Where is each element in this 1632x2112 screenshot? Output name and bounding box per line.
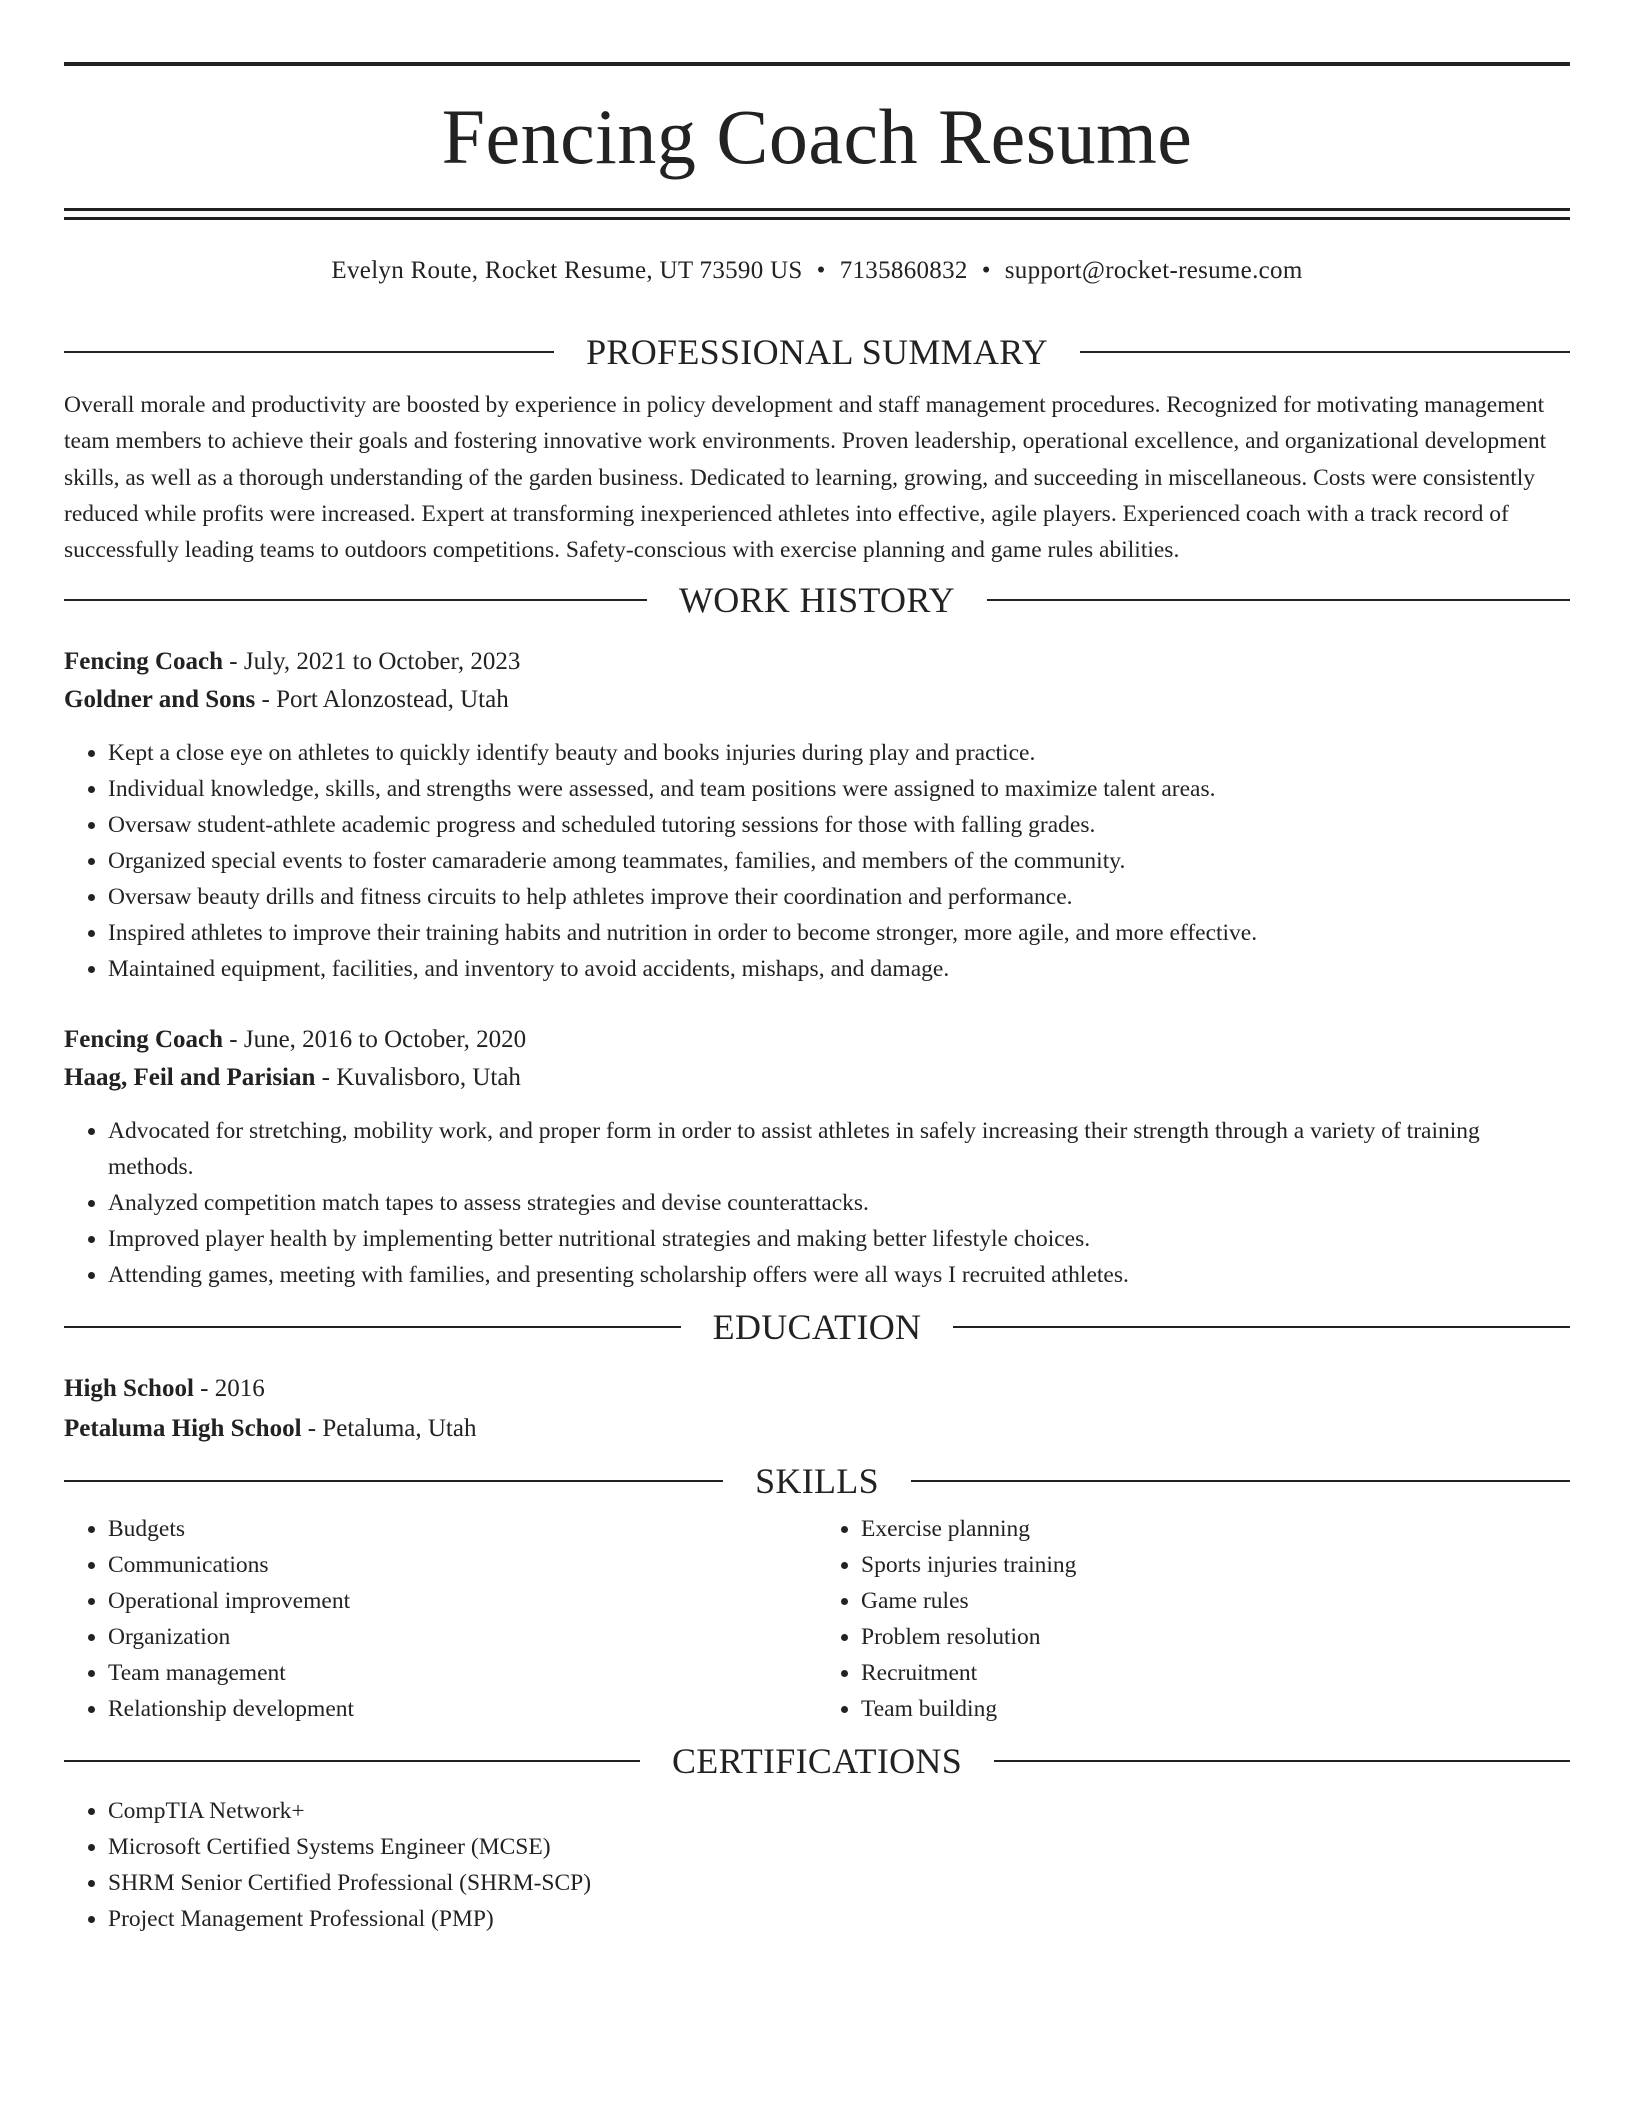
list-item: • Attending games, meeting with families, and presenting scholarship offers were all ways I recruited athletes. bbox=[108, 1257, 1570, 1293]
list-item: • Oversaw student-athlete academic progress and scheduled tutoring sessions for those with falling grades. bbox=[108, 807, 1570, 843]
section-heading-education bbox=[64, 1307, 1570, 1347]
job-title: Fencing Coach bbox=[64, 1026, 224, 1054]
skills-columns bbox=[64, 1511, 1570, 1727]
list-item: • Sports injuries training bbox=[861, 1547, 1570, 1583]
list-item: • Organization bbox=[108, 1619, 817, 1655]
employer-location: - Port Alonzostead, Utah bbox=[255, 686, 509, 714]
list-item: • Relationship development bbox=[108, 1691, 817, 1727]
list-item: • Communications bbox=[108, 1547, 817, 1583]
list-item: • Inspired athletes to improve their training habits and nutrition in order to become stronger, more agile, and more effective. bbox=[108, 915, 1570, 951]
section-heading-certifications bbox=[64, 1741, 1570, 1781]
section-title: EDUCATION bbox=[712, 1307, 922, 1348]
employer-location: - Kuvalisboro, Utah bbox=[315, 1064, 521, 1092]
list-item: • Recruitment bbox=[861, 1655, 1570, 1691]
contact-separator: • bbox=[816, 257, 826, 284]
list-item: • Microsoft Certified Systems Engineer (MCSE) bbox=[108, 1829, 1570, 1865]
school-name: Petaluma High School bbox=[64, 1415, 302, 1443]
contact-separator: • bbox=[981, 257, 991, 284]
contact-address: Evelyn Route, Rocket Resume, UT 73590 US bbox=[331, 257, 803, 284]
resume-page bbox=[64, 0, 1570, 1937]
job-entry bbox=[64, 1021, 1570, 1293]
skills-list-right bbox=[817, 1511, 1570, 1727]
job-dates: - July, 2021 to October, 2023 bbox=[223, 648, 521, 676]
list-item: • Project Management Professional (PMP) bbox=[108, 1901, 1570, 1937]
list-item: • Analyzed competition match tapes to assess strategies and devise counterattacks. bbox=[108, 1185, 1570, 1221]
list-item: • Team building bbox=[861, 1691, 1570, 1727]
employer-name: Haag, Feil and Parisian bbox=[64, 1064, 316, 1092]
list-item: • Operational improvement bbox=[108, 1583, 817, 1619]
list-item: • Budgets bbox=[108, 1511, 817, 1547]
list-item: • Exercise planning bbox=[861, 1511, 1570, 1547]
job-title-line bbox=[64, 1021, 1570, 1059]
school-location: - Petaluma, Utah bbox=[301, 1415, 477, 1443]
summary-text: Overall morale and productivity are boosted by experience in policy development and staff management procedures. Recognized for motivating management team members to achieve their goals and fostering innovative work environments. Proven leadership, operational excellence, and organizational development skills, as well as a thorough understanding of the garden business. Dedicated to learning, growing, and succeeding in miscellaneous. Costs were consistently reduced while profits were increased. Expert at transforming inexperienced athletes into effective, agile players. Experienced coach with a track record of successfully leading teams to outdoors competitions. Safety-conscious with exercise planning and game rules abilities. bbox=[64, 392, 1547, 564]
section-heading-work bbox=[64, 580, 1570, 620]
list-item: • SHRM Senior Certified Professional (SHRM-SCP) bbox=[108, 1865, 1570, 1901]
job-dates: - June, 2016 to October, 2020 bbox=[223, 1026, 527, 1054]
list-item: • Maintained equipment, facilities, and inventory to avoid accidents, mishaps, and damage. bbox=[108, 951, 1570, 987]
list-item: • Oversaw beauty drills and fitness circuits to help athletes improve their coordination and performance. bbox=[108, 879, 1570, 915]
section-heading-summary bbox=[64, 332, 1570, 372]
list-item: • Team management bbox=[108, 1655, 817, 1691]
employer-line bbox=[64, 1059, 1570, 1097]
list-item: • Improved player health by implementing better nutritional strategies and making better lifestyle choices. bbox=[108, 1221, 1570, 1257]
school-line bbox=[64, 1409, 1570, 1449]
job-bullets bbox=[64, 735, 1570, 987]
degree-year: - 2016 bbox=[193, 1375, 265, 1403]
list-item: • CompTIA Network+ bbox=[108, 1793, 1570, 1829]
section-title: SKILLS bbox=[755, 1461, 879, 1502]
section-title: WORK HISTORY bbox=[679, 580, 955, 621]
list-item: • Advocated for stretching, mobility work, and proper form in order to assist athletes in safely increasing their strength through a variety of training methods. bbox=[108, 1113, 1570, 1185]
list-item: • Individual knowledge, skills, and strengths were assessed, and team positions were assigned to maximize talent areas. bbox=[108, 771, 1570, 807]
job-bullets bbox=[64, 1113, 1570, 1293]
education-entry bbox=[64, 1369, 1570, 1449]
section-title: CERTIFICATIONS bbox=[671, 1741, 963, 1782]
section-title: PROFESSIONAL SUMMARY bbox=[586, 332, 1048, 372]
contact-email[interactable]: support@rocket-resume.com bbox=[1004, 257, 1303, 284]
list-item: • Organized special events to foster camaraderie among teammates, families, and members of the community. bbox=[108, 843, 1570, 879]
contact-phone: 7135860832 bbox=[839, 257, 968, 284]
contact-line bbox=[64, 256, 1570, 286]
degree-line bbox=[64, 1369, 1570, 1409]
section-heading-skills bbox=[64, 1461, 1570, 1501]
page-title: Fencing Coach Resume bbox=[441, 93, 1193, 180]
employer-name: Goldner and Sons bbox=[64, 686, 256, 714]
employer-line bbox=[64, 681, 1570, 719]
job-title: Fencing Coach bbox=[64, 648, 224, 676]
skills-list-left bbox=[64, 1511, 817, 1727]
degree: High School bbox=[64, 1375, 194, 1403]
job-title-line bbox=[64, 643, 1570, 681]
certifications-list bbox=[64, 1793, 1570, 1937]
title-double-rule bbox=[64, 208, 1570, 220]
list-item: • Problem resolution bbox=[861, 1619, 1570, 1655]
list-item: • Kept a close eye on athletes to quickly identify beauty and books injuries during play and practice. bbox=[108, 735, 1570, 771]
job-entry bbox=[64, 643, 1570, 987]
list-item: • Game rules bbox=[861, 1583, 1570, 1619]
